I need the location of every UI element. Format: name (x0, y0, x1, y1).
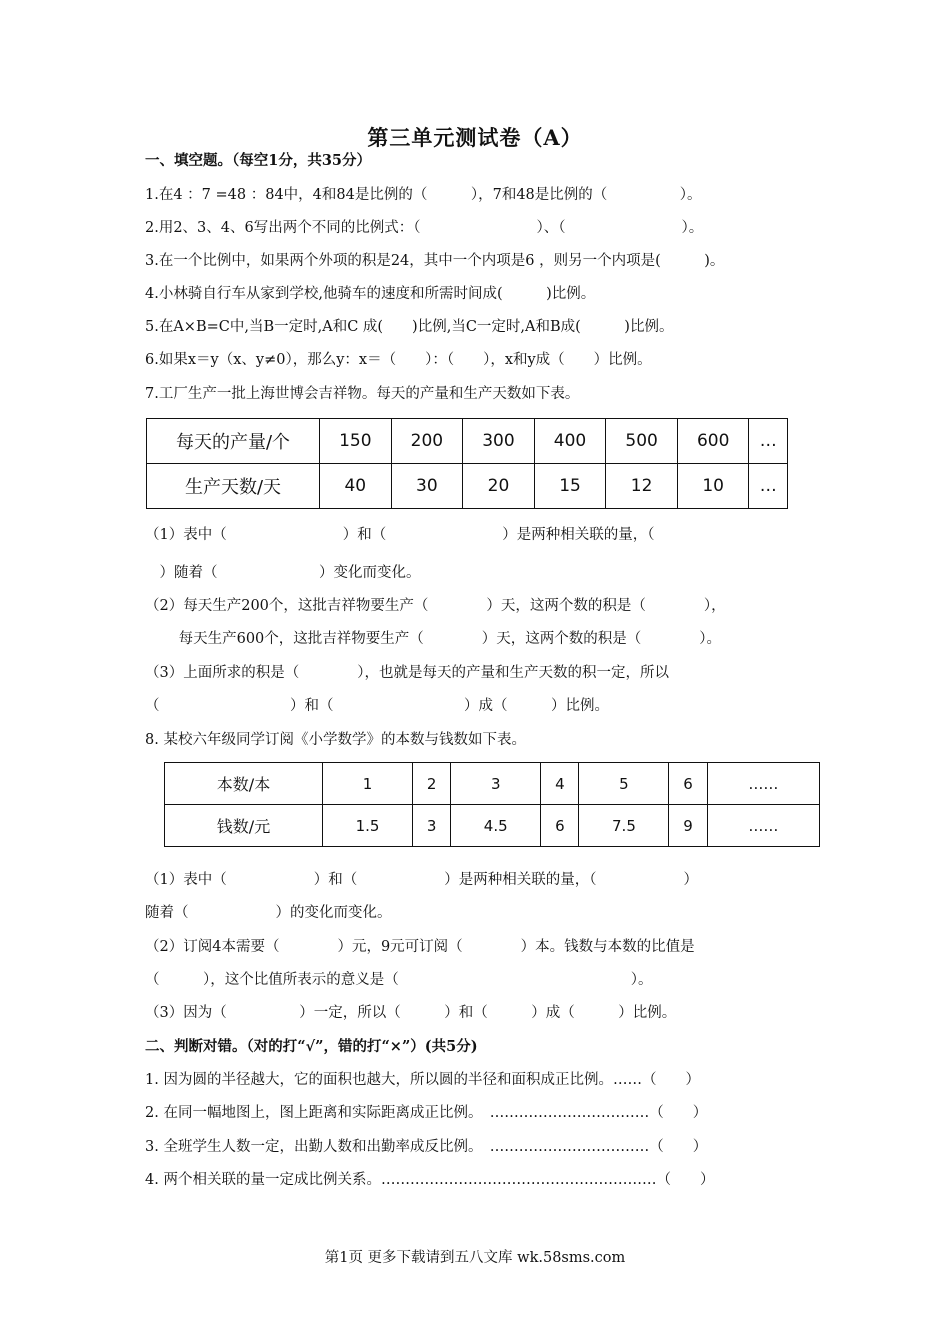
page-footer: 第1页 更多下载请到五八文库 wk.58sms.com (324, 1250, 626, 1266)
table-cell: 4.5 (451, 805, 541, 847)
row-label: 本数/本 (165, 763, 323, 805)
judge-2: 2. 在同一幅地图上，图上距离和实际距离成正比例。 ……………………………（ ） (145, 1105, 708, 1121)
table-cell: … (749, 419, 788, 464)
subscription-table (164, 762, 820, 847)
table-cell: 12 (606, 464, 678, 509)
table-cell: 500 (606, 419, 678, 464)
q7-part-3b: （ ）和（ ）成（ ）比例。 (145, 698, 609, 714)
table-cell: 10 (677, 464, 749, 509)
q7-part-2a: （2）每天生产200个，这批吉祥物要生产（ ）天，这两个数的积是（ ）， (145, 598, 726, 614)
row-label: 每天的产量/个 (147, 419, 320, 464)
table-cell: 150 (320, 419, 392, 464)
table-cell: 20 (463, 464, 535, 509)
table-row (147, 419, 788, 464)
table-cell: 9 (669, 805, 707, 847)
q7-part-3a: （3）上面所求的积是（ ），也就是每天的产量和生产天数的积一定，所以 (145, 665, 669, 681)
section-2-heading: 二、判断对错。（对的打“√”，错的打“×”）(共5分) (145, 1038, 478, 1055)
section-1-heading: 一、填空题。（每空1分，共35分） (145, 152, 372, 169)
q8-part-3: （3）因为（ ）一定，所以（ ）和（ ）成（ ）比例。 (145, 1005, 677, 1021)
table-row (165, 805, 820, 847)
judge-1: 1. 因为圆的半径越大，它的面积也越大，所以圆的半径和面积成正比例。……（ ） (145, 1072, 700, 1088)
q8-part-1b: 随着（ ）的变化而变化。 (145, 905, 392, 921)
table-cell: 200 (391, 419, 463, 464)
question-6: 6.如果x＝y（x、y≠0），那么y：x＝（ ）：（ ），x和y成（ ）比例。 (145, 352, 652, 368)
question-2: 2.用2、3、4、6写出两个不同的比例式：（ ）、（ ）。 (145, 220, 704, 236)
judge-3: 3. 全班学生人数一定，出勤人数和出勤率成反比例。 ……………………………（ ） (145, 1139, 708, 1155)
question-7-intro: 7.工厂生产一批上海世博会吉祥物。每天的产量和生产天数如下表。 (145, 386, 580, 402)
q7-part-1b: ）随着（ ）变化而变化。 (145, 565, 421, 581)
table-cell: 2 (413, 763, 451, 805)
table-cell: 5 (579, 763, 669, 805)
q8-part-2a: （2）订阅4本需要（ ）元，9元可订阅（ ）本。钱数与本数的比值是 (145, 939, 695, 955)
table-cell: 3 (451, 763, 541, 805)
table-cell: 1.5 (323, 805, 413, 847)
question-4: 4.小林骑自行车从家到学校,他骑车的速度和所需时间成( )比例。 (145, 286, 596, 302)
q7-part-2b: 每天生产600个，这批吉祥物要生产（ ）天，这两个数的积是（ ）。 (145, 631, 722, 647)
table-cell: 15 (534, 464, 606, 509)
table-cell: 300 (463, 419, 535, 464)
question-1: 1.在4 ：7 =48 ：84中，4和84是比例的（ ），7和48是比例的（ ）。 (145, 187, 702, 203)
table-row (165, 763, 820, 805)
table-cell: 40 (320, 464, 392, 509)
row-label: 生产天数/天 (147, 464, 320, 509)
table-cell: 30 (391, 464, 463, 509)
table-cell: 6 (669, 763, 707, 805)
judge-4: 4. 两个相关联的量一定成比例关系。…………………………………………………（ ） (145, 1172, 715, 1188)
table-cell: 3 (413, 805, 451, 847)
q7-part-1a: （1）表中（ ）和（ ）是两种相关联的量，（ (145, 527, 655, 543)
table-cell: 600 (677, 419, 749, 464)
table-row (147, 464, 788, 509)
question-3: 3.在一个比例中，如果两个外项的积是24，其中一个内项是6 ，则另一个内项是( )。 (145, 253, 725, 269)
table-cell: …… (707, 805, 819, 847)
row-label: 钱数/元 (165, 805, 323, 847)
table-cell: 4 (541, 763, 579, 805)
page-title: 第三单元测试卷（A） (367, 125, 583, 150)
q8-part-1a: （1）表中（ ）和（ ）是两种相关联的量，（ ） (145, 872, 698, 888)
table-cell: 1 (323, 763, 413, 805)
production-table (146, 418, 788, 509)
table-cell: 400 (534, 419, 606, 464)
q8-part-2b: （ ），这个比值所表示的意义是（ ）。 (145, 972, 653, 988)
table-cell: …… (707, 763, 819, 805)
table-cell: … (749, 464, 788, 509)
table-cell: 6 (541, 805, 579, 847)
question-8-intro: 8. 某校六年级同学订阅《小学数学》的本数与钱数如下表。 (145, 732, 526, 748)
table-cell: 7.5 (579, 805, 669, 847)
question-5: 5.在A×B=C中,当B一定时,A和C 成( )比例,当C一定时,A和B成( )比例。 (145, 319, 674, 335)
